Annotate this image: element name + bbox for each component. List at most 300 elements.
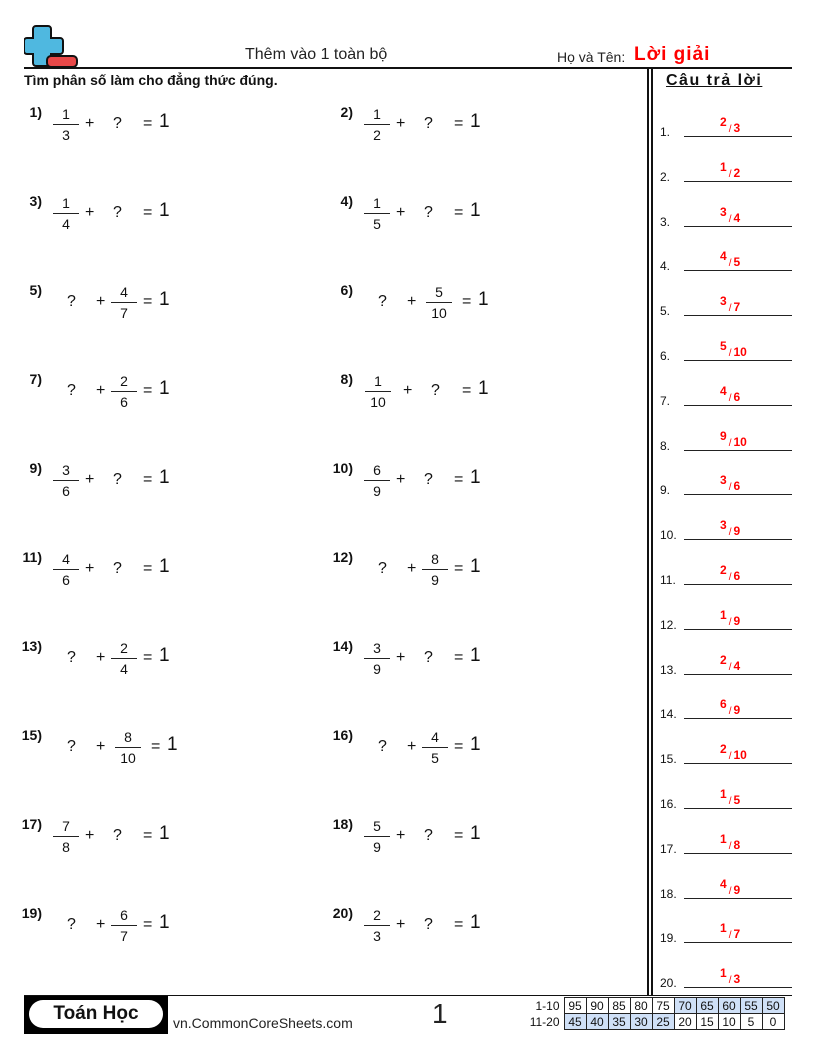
denominator: 4 [62, 216, 70, 232]
answer-value [720, 294, 741, 315]
answer-line [684, 405, 792, 406]
score-cell: 20 [674, 1014, 696, 1030]
score-cell: 75 [652, 998, 674, 1014]
answer-value [720, 652, 741, 673]
answer-numerator: 1 [720, 787, 727, 801]
answer-row [660, 109, 792, 139]
denominator: 4 [120, 661, 128, 677]
score-row [526, 1014, 784, 1030]
answer-slash: / [728, 303, 732, 315]
fraction [115, 729, 141, 766]
equals-sign: = [454, 115, 464, 132]
fraction [53, 551, 79, 588]
numerator: 8 [124, 729, 132, 745]
rhs-value: 1 [159, 467, 170, 488]
problem-item [335, 371, 635, 415]
score-cell: 25 [652, 1014, 674, 1030]
answer-value [720, 159, 741, 180]
equals-sign: = [462, 382, 472, 399]
problem-item [24, 104, 324, 148]
rhs-value: 1 [470, 734, 481, 755]
answer-slash: / [728, 168, 732, 180]
unknown-placeholder: ? [67, 916, 76, 933]
answer-row [660, 781, 792, 811]
answer-number: 12. [660, 617, 677, 632]
unknown-placeholder: ? [378, 293, 387, 310]
score-row [526, 998, 784, 1014]
problem-number: 5) [29, 282, 42, 298]
unknown-placeholder: ? [424, 827, 433, 844]
answer-line [684, 270, 792, 271]
answer-row [660, 647, 792, 677]
answer-row [660, 288, 792, 318]
answer-line [684, 898, 792, 899]
score-table [526, 997, 785, 1030]
answer-number: 7. [660, 393, 671, 408]
problem-item [335, 282, 635, 326]
unknown-placeholder: ? [113, 827, 122, 844]
answer-number: 20. [660, 976, 677, 991]
plus-sign: + [85, 204, 95, 221]
answer-numerator: 1 [720, 159, 727, 174]
fraction-bar [364, 213, 390, 214]
answer-denominator: 4 [733, 210, 741, 225]
equals-sign: = [143, 916, 153, 933]
equals-sign: = [143, 471, 153, 488]
answer-denominator: 9 [733, 882, 741, 897]
score-cell: 85 [608, 998, 630, 1014]
answer-numerator: 3 [720, 473, 727, 488]
denominator: 9 [431, 572, 439, 588]
answer-number: 19. [660, 931, 677, 946]
problem-number: 6) [340, 282, 353, 298]
answer-row [660, 423, 792, 453]
equals-sign: = [454, 471, 464, 488]
answer-slash: / [728, 885, 732, 897]
answer-line [684, 718, 792, 719]
answer-line [684, 942, 792, 943]
answer-value [720, 339, 747, 359]
numerator: 5 [373, 818, 381, 834]
equals-sign: = [454, 560, 464, 577]
unknown-placeholder: ? [431, 382, 440, 399]
numerator: 6 [373, 462, 381, 478]
numerator: 6 [120, 907, 128, 923]
equals-sign: = [143, 115, 153, 132]
answer-row [660, 333, 792, 363]
numerator: 2 [120, 640, 128, 656]
answer-denominator: 7 [733, 300, 741, 315]
answer-slash: / [728, 840, 732, 852]
answer-numerator: 2 [720, 742, 727, 757]
answer-slash: / [728, 751, 732, 763]
problem-number: 19) [21, 905, 42, 921]
fraction-bar [422, 747, 448, 748]
answer-slash: / [728, 706, 732, 718]
problem-item [24, 460, 324, 504]
unknown-placeholder: ? [67, 382, 76, 399]
score-cell: 80 [630, 998, 652, 1014]
header-divider [24, 67, 792, 69]
brand-badge [24, 996, 168, 1034]
problem-item [24, 371, 324, 415]
numerator: 3 [373, 640, 381, 656]
answer-number: 2. [660, 169, 671, 184]
plus-sign: + [403, 382, 413, 399]
answer-number: 1. [660, 125, 671, 139]
answer-line [684, 136, 792, 137]
answer-line [684, 450, 792, 451]
score-cell: 40 [586, 1014, 608, 1030]
score-range-label: 1-10 [535, 998, 560, 1013]
equals-sign: = [151, 738, 161, 755]
plus-minus-icon [24, 24, 80, 68]
answer-number: 6. [660, 349, 671, 363]
answer-value [720, 921, 741, 942]
score-cell: 5 [740, 1014, 762, 1030]
denominator: 8 [62, 839, 70, 855]
answer-line [684, 763, 792, 764]
answer-numerator: 2 [720, 563, 727, 577]
answer-number: 18. [660, 886, 677, 901]
fraction [364, 818, 390, 855]
numerator: 8 [431, 551, 439, 567]
equals-sign: = [143, 649, 153, 666]
denominator: 6 [62, 483, 70, 499]
equals-sign: = [454, 827, 464, 844]
answer-number: 5. [660, 304, 671, 319]
unknown-placeholder: ? [113, 560, 122, 577]
plus-sign: + [396, 204, 406, 221]
answer-number: 17. [660, 841, 677, 856]
answer-slash: / [728, 616, 732, 628]
answer-value [720, 428, 747, 449]
fraction-bar [111, 925, 137, 926]
plus-sign: + [85, 827, 95, 844]
plus-sign: + [396, 916, 406, 933]
problem-item [335, 193, 635, 237]
rhs-value: 1 [159, 912, 170, 933]
answer-numerator: 9 [720, 428, 727, 443]
fraction [364, 195, 390, 232]
answer-value [720, 607, 741, 628]
rhs-value: 1 [470, 467, 481, 488]
numerator: 5 [435, 284, 443, 300]
plus-sign: + [85, 560, 95, 577]
plus-sign: + [407, 560, 417, 577]
instruction-text: Tìm phân số làm cho đẳng thức đúng. [24, 72, 278, 88]
fraction-bar [53, 480, 79, 481]
problem-number: 18) [332, 816, 353, 832]
fraction-bar [111, 658, 137, 659]
problem-item [24, 193, 324, 237]
answer-slash: / [728, 975, 732, 987]
answer-numerator: 2 [720, 652, 727, 667]
fraction [364, 106, 390, 143]
answer-slash: / [728, 258, 732, 270]
answer-line [684, 853, 792, 854]
plus-sign: + [96, 649, 106, 666]
numerator: 1 [374, 373, 382, 389]
rhs-value: 1 [167, 734, 178, 755]
problem-item [24, 549, 324, 593]
answer-number: 11. [660, 573, 676, 587]
fraction-bar [53, 213, 79, 214]
score-cell: 70 [674, 998, 696, 1014]
unknown-placeholder: ? [113, 204, 122, 221]
problem-number: 1) [29, 104, 42, 120]
answer-slash: / [728, 930, 732, 942]
plus-sign: + [396, 827, 406, 844]
answer-row [660, 557, 792, 587]
plus-sign: + [396, 115, 406, 132]
equals-sign: = [462, 293, 472, 310]
plus-sign: + [96, 916, 106, 933]
problem-number: 13) [21, 638, 42, 654]
numerator: 2 [120, 373, 128, 389]
answer-slash: / [728, 392, 732, 404]
unknown-placeholder: ? [378, 738, 387, 755]
problem-number: 16) [332, 727, 353, 743]
fraction [111, 907, 137, 944]
problem-item [335, 104, 635, 148]
numerator: 4 [120, 284, 128, 300]
site-url: vn.CommonCoreSheets.com [173, 1015, 353, 1031]
fraction [364, 462, 390, 499]
answer-line [684, 629, 792, 630]
numerator: 2 [373, 907, 381, 923]
answer-numerator: 2 [720, 115, 727, 129]
plus-sign: + [407, 738, 417, 755]
answer-numerator: 5 [720, 339, 727, 353]
answer-number: 8. [660, 438, 671, 453]
denominator: 6 [62, 572, 70, 588]
answer-line [684, 808, 792, 809]
denominator: 9 [373, 483, 381, 499]
answer-line [684, 987, 792, 988]
problem-number: 4) [340, 193, 353, 209]
unknown-placeholder: ? [424, 115, 433, 132]
plus-sign: + [407, 293, 417, 310]
numerator: 4 [62, 551, 70, 567]
answer-numerator: 4 [720, 383, 727, 398]
answer-row [660, 199, 792, 229]
fraction-bar [364, 124, 390, 125]
problem-item [24, 282, 324, 326]
answer-number: 15. [660, 752, 677, 767]
answer-slash: / [728, 661, 732, 673]
answer-value [720, 697, 741, 718]
answer-slash: / [728, 572, 732, 583]
answer-denominator: 7 [733, 927, 741, 942]
unknown-placeholder: ? [424, 471, 433, 488]
answer-row [660, 736, 792, 766]
score-cell: 95 [564, 998, 586, 1014]
answer-slash: / [728, 796, 732, 807]
fraction [111, 373, 137, 410]
denominator: 5 [431, 750, 439, 766]
unknown-placeholder: ? [67, 738, 76, 755]
answer-row [660, 602, 792, 632]
denominator: 10 [370, 394, 386, 410]
rhs-value: 1 [470, 111, 481, 132]
answer-value [720, 831, 741, 852]
rhs-value: 1 [470, 645, 481, 666]
fraction [364, 907, 390, 944]
denominator: 2 [373, 127, 381, 143]
unknown-placeholder: ? [424, 649, 433, 666]
answer-numerator: 1 [720, 966, 727, 981]
unknown-placeholder: ? [378, 560, 387, 577]
plus-sign: + [85, 471, 95, 488]
answer-row [660, 691, 792, 721]
answer-row [660, 826, 792, 856]
answer-line [684, 539, 792, 540]
answer-slash: / [728, 527, 732, 539]
answer-denominator: 8 [733, 837, 741, 852]
fraction-bar [53, 569, 79, 570]
answer-value [720, 204, 741, 225]
name-value: Lời giải [634, 44, 711, 65]
answer-numerator: 3 [720, 294, 727, 309]
answer-denominator: 10 [733, 434, 747, 449]
rhs-value: 1 [159, 645, 170, 666]
problem-item [21, 816, 324, 860]
numerator: 1 [62, 195, 70, 211]
denominator: 7 [120, 305, 128, 321]
answer-number: 13. [660, 662, 677, 677]
answer-denominator: 3 [733, 972, 741, 987]
answer-row [660, 154, 792, 184]
plus-sign: + [85, 115, 95, 132]
problem-number: 14) [332, 638, 353, 654]
answer-denominator: 5 [733, 255, 741, 270]
fraction-bar [111, 391, 137, 392]
numerator: 7 [62, 818, 70, 834]
fraction-bar [365, 391, 391, 392]
answer-value [720, 383, 741, 404]
problem-item [332, 905, 635, 949]
denominator: 5 [373, 216, 381, 232]
answer-denominator: 2 [733, 165, 741, 180]
numerator: 3 [62, 462, 70, 478]
answer-value [720, 518, 741, 539]
fraction [53, 462, 79, 499]
fraction-bar [364, 925, 390, 926]
numerator: 1 [373, 195, 381, 211]
fraction [53, 106, 79, 143]
answer-slash: / [728, 213, 732, 225]
answer-slash: / [728, 348, 732, 359]
page-number: 1 [432, 998, 448, 1029]
answer-value [720, 742, 747, 763]
rhs-value: 1 [159, 378, 170, 399]
score-cell: 15 [696, 1014, 718, 1030]
answer-numerator: 4 [720, 876, 727, 891]
score-cell: 65 [696, 998, 718, 1014]
plus-sign: + [96, 738, 106, 755]
answer-column-divider [651, 68, 653, 996]
problem-number: 9) [29, 460, 42, 476]
equals-sign: = [143, 293, 153, 310]
denominator: 10 [120, 750, 136, 766]
fraction [426, 284, 452, 321]
problem-item [21, 727, 324, 771]
rhs-value: 1 [470, 556, 481, 577]
fraction-bar [115, 747, 141, 748]
answer-row [660, 871, 792, 901]
fraction-bar [364, 480, 390, 481]
equals-sign: = [143, 827, 153, 844]
rhs-value: 1 [159, 200, 170, 221]
equals-sign: = [454, 738, 464, 755]
rhs-value: 1 [159, 556, 170, 577]
answer-row [660, 378, 792, 408]
equals-sign: = [454, 649, 464, 666]
answer-number: 14. [660, 707, 677, 722]
problem-number: 12) [332, 549, 353, 565]
answer-line [684, 494, 792, 495]
score-range-label: 11-20 [529, 1014, 560, 1029]
answer-numerator: 6 [720, 697, 727, 712]
answer-value [720, 115, 741, 135]
unknown-placeholder: ? [67, 649, 76, 666]
rhs-value: 1 [159, 823, 170, 844]
fraction-bar [422, 569, 448, 570]
rhs-value: 1 [470, 823, 481, 844]
problem-number: 11) [22, 549, 42, 565]
answers-heading: Câu trả lời [666, 72, 763, 89]
answer-row [660, 467, 792, 497]
answer-slash: / [728, 482, 732, 494]
answer-line [684, 584, 792, 585]
score-cell: 45 [564, 1014, 586, 1030]
plus-sign: + [96, 293, 106, 310]
answer-value [720, 563, 741, 583]
answer-denominator: 9 [733, 703, 741, 718]
plus-sign: + [396, 471, 406, 488]
fraction-bar [53, 836, 79, 837]
answer-numerator: 1 [720, 831, 727, 846]
fraction [53, 818, 79, 855]
answer-value [720, 249, 741, 270]
answer-numerator: 1 [720, 921, 727, 936]
name-label: Họ và Tên: [557, 49, 626, 65]
problem-item [332, 549, 635, 593]
answer-value [720, 473, 741, 494]
unknown-placeholder: ? [113, 115, 122, 132]
answer-numerator: 3 [720, 204, 727, 219]
answer-numerator: 3 [720, 518, 727, 533]
answer-line [684, 226, 792, 227]
answer-denominator: 6 [733, 479, 741, 494]
unknown-placeholder: ? [424, 204, 433, 221]
rhs-value: 1 [470, 912, 481, 933]
problem-number: 10) [332, 460, 353, 476]
fraction-bar [364, 836, 390, 837]
answer-denominator: 6 [733, 569, 741, 583]
fraction-bar [364, 658, 390, 659]
answer-number: 16. [660, 797, 677, 811]
fraction [422, 729, 448, 766]
fraction [422, 551, 448, 588]
answer-row [660, 243, 792, 273]
rhs-value: 1 [159, 289, 170, 310]
problem-item [21, 905, 324, 949]
fraction [53, 195, 79, 232]
problem-number: 15) [21, 727, 42, 743]
numerator: 1 [62, 106, 70, 122]
